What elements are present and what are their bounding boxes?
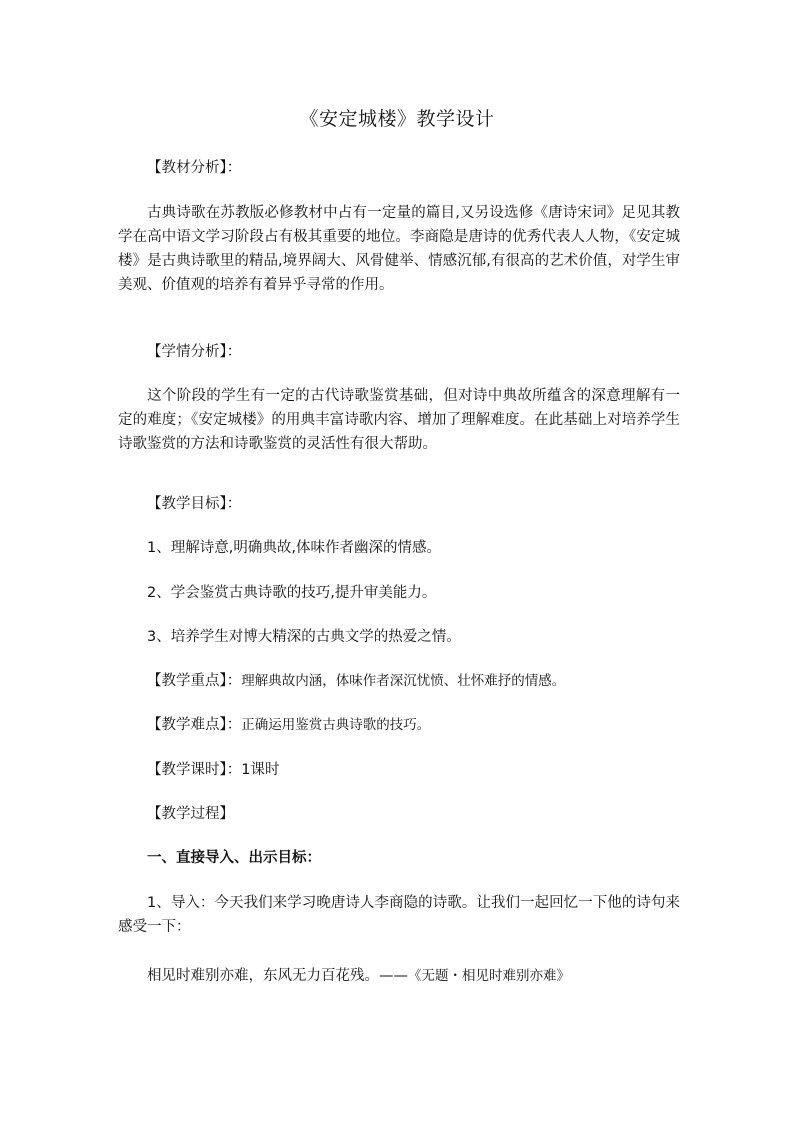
difficulty-line	[118, 713, 709, 737]
class-hours-text: 1课时	[241, 762, 280, 778]
teaching-goals-heading: 【教学目标】：	[147, 496, 242, 512]
textbook-analysis-body: 古典诗歌在苏教版必修教材中占有一定量的篇目,又另设选修《唐诗宋词》足见其教学在高中语文学习阶段占有极其重要的地位。李商隐是唐诗的优秀代表人人物，《安定城楼》是古典诗歌里的精品,境界阔大、风骨健举、情感沉郁,有很高的艺术价值，对学生审美观、价值观的培养有着异乎寻常的作用。	[118, 205, 680, 293]
poem-quote-line	[118, 964, 709, 988]
teaching-process-heading: 【教学过程】	[147, 806, 234, 822]
key-points-label: 【教学重点】：	[147, 673, 242, 689]
teaching-goal-item: 3、培养学生对博大精深的古典文学的热爱之情。	[147, 629, 461, 645]
poem-quote-text: 相见时难别亦难，东风无力百花残。——	[147, 968, 408, 984]
step-one-heading: 一、直接导入、出示目标：	[147, 850, 321, 866]
student-analysis-body: 这个阶段的学生有一定的古代诗歌鉴赏基础，但对诗中典故所蕴含的深意理解有一定的难度；《安定城楼》的用典丰富诗歌内容、增加了理解难度。在此基础上对培养学生诗歌鉴赏的方法和诗歌鉴赏的灵活性有很大帮助。	[118, 388, 680, 452]
difficulty-label: 【教学难点】：	[147, 717, 242, 733]
class-hours-label: 【教学课时】：	[147, 762, 242, 778]
document-title: 《安定城楼》教学设计	[299, 108, 495, 130]
step-one-intro: 1、导入：今天我们来学习晚唐诗人李商隐的诗歌。让我们一起回忆一下他的诗句来感受一下：	[118, 895, 680, 935]
teaching-goal-item: 2、学会鉴赏古典诗歌的技巧,提升审美能力。	[147, 585, 437, 601]
key-points-text: 理解典故内涵，体味作者深沉忧愤、壮怀难抒的情感。	[241, 673, 566, 689]
class-hours-line	[118, 758, 709, 782]
poem-quote-source: 《无题・相见时难别亦难》	[408, 968, 570, 984]
difficulty-text: 正确运用鉴赏古典诗歌的技巧。	[241, 717, 431, 733]
key-points-line	[118, 669, 709, 693]
student-analysis-heading: 【学情分析】：	[147, 344, 242, 360]
textbook-analysis-heading: 【教材分析】：	[147, 160, 242, 176]
teaching-goal-item: 1、理解诗意,明确典故,体味作者幽深的情感。	[147, 540, 441, 556]
